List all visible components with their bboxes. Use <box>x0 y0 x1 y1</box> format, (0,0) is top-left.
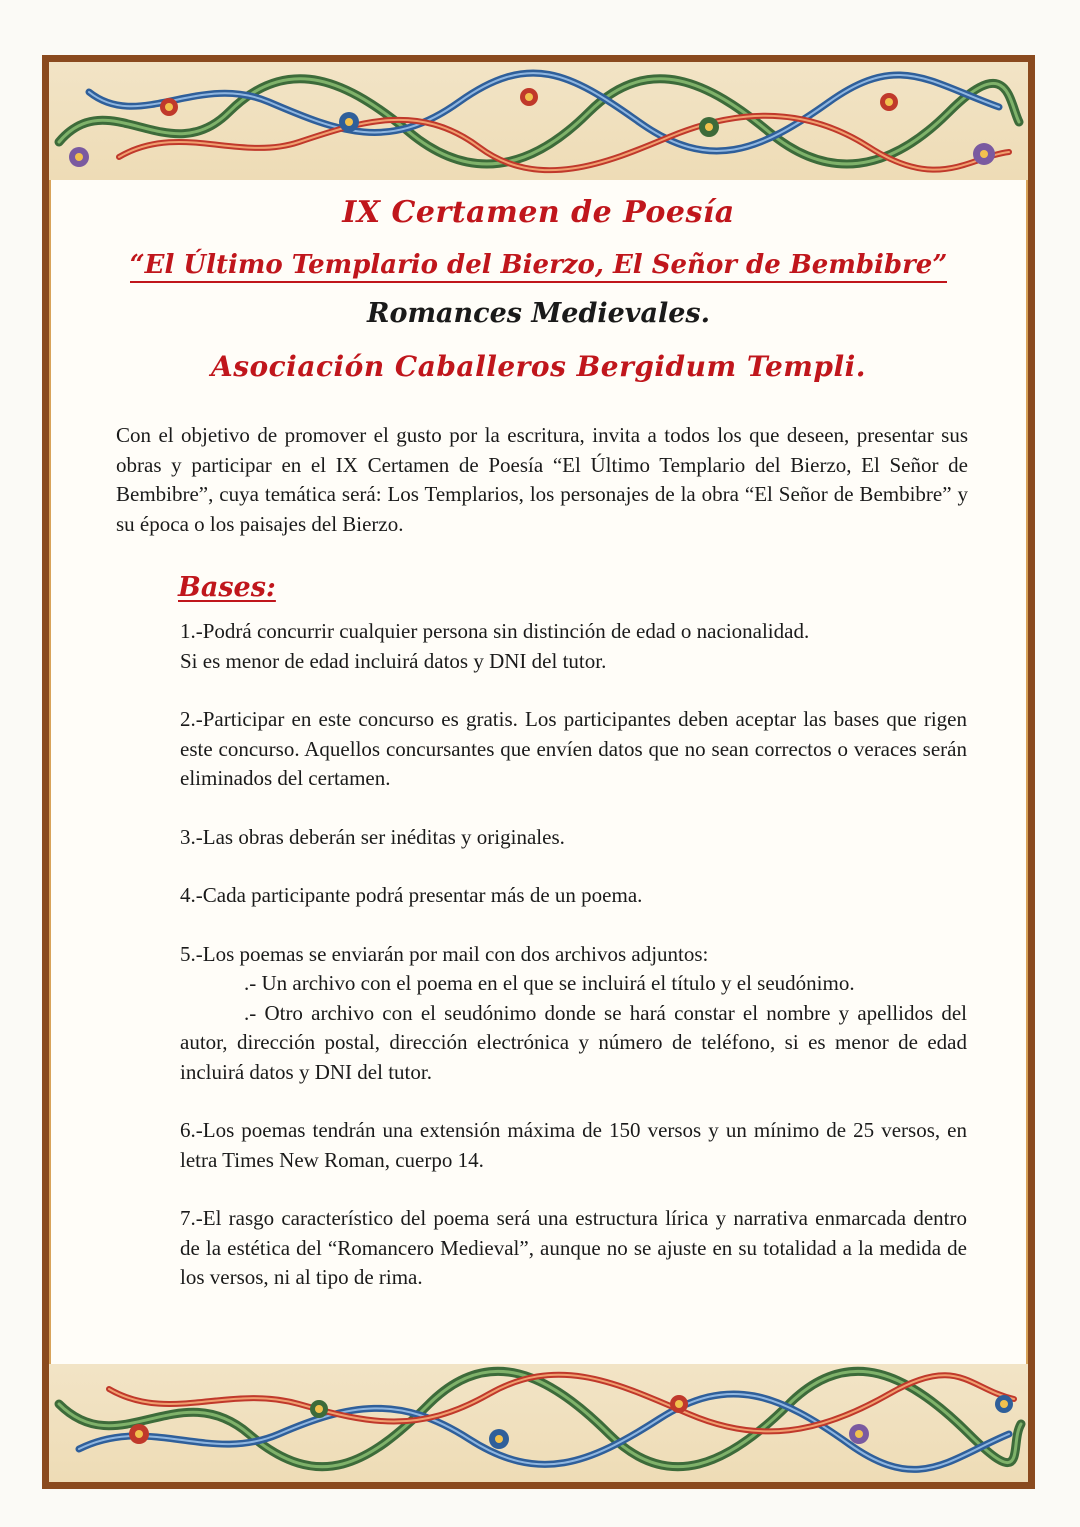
contest-title: IX Certamen de Poesía <box>342 195 735 230</box>
base-4-text: 4.-Cada participante podrá presentar más de un poema. <box>180 883 643 907</box>
intro-paragraph: Con el objetivo de promover el gusto por la escritura, invita a todos los que deseen, presentar sus obras y participar en el IX Certamen de Poesía “El Último Templario del Bierzo, El Señor de Bembibre”, cuya temática será: Los Templarios, los personajes de la obra “El Señor de Bembibre” y su época o los paisajes del Bierzo. <box>116 423 968 536</box>
contest-subtitle <box>49 250 1028 280</box>
base-5-intro: 5.-Los poemas se enviarán por mail con dos archivos adjuntos: <box>180 941 709 966</box>
bases-list <box>180 617 967 1322</box>
base-5-item-1: .- Un archivo con el poema en el que se incluirá el título y el seudónimo. <box>244 971 855 995</box>
contest-subtitle-text: “El Último Templario del Bierzo, El Señor de Bembibre” <box>130 250 948 283</box>
ornamental-border-bottom <box>49 1364 1028 1482</box>
ornamental-border-top <box>49 62 1028 180</box>
base-2 <box>180 705 967 794</box>
base-1 <box>180 617 967 676</box>
organizer-name: Asociación Caballeros Bergidum Templi. <box>210 350 867 383</box>
base-2-text: 2.-Participar en este concurso es gratis. Los participantes deben aceptar las bases que rigen este concurso. Aquellos concursantes que envíen datos que no sean correctos o veraces serán eliminados del certamen. <box>180 707 967 790</box>
base-6 <box>180 1116 967 1175</box>
base-6-text: 6.-Los poemas tendrán una extensión máxima de 150 versos y un mínimo de 25 versos, en letra Times New Roman, cuerpo 14. <box>180 1118 967 1172</box>
bases-heading: Bases: <box>178 572 276 603</box>
base-5 <box>180 940 967 1088</box>
contest-theme: Romances Medievales. <box>367 298 710 329</box>
base-7 <box>180 1204 967 1293</box>
base-7-text: 7.-El rasgo característico del poema será una estructura lírica y narrativa enmarcada dentro de la estética del “Romancero Medieval”, aunque no se ajuste en su totalidad a la medida de los versos, ni al tipo de rima. <box>180 1206 967 1289</box>
base-3-text: 3.-Las obras deberán ser inéditas y originales. <box>180 824 565 849</box>
base-4 <box>180 881 967 911</box>
base-1-line-2: Si es menor de edad incluirá datos y DNI del tutor. <box>180 648 607 673</box>
base-3 <box>180 823 967 853</box>
base-5-item-2: .- Otro archivo con el seudónimo donde se hará constar el nombre y apellidos del autor, dirección postal, dirección electrónica y número de teléfono, si es menor de edad incluirá datos y DNI del tutor. <box>180 1000 967 1084</box>
base-1-line-1: 1.-Podrá concurrir cualquier persona sin distinción de edad o nacionalidad. <box>180 619 810 643</box>
